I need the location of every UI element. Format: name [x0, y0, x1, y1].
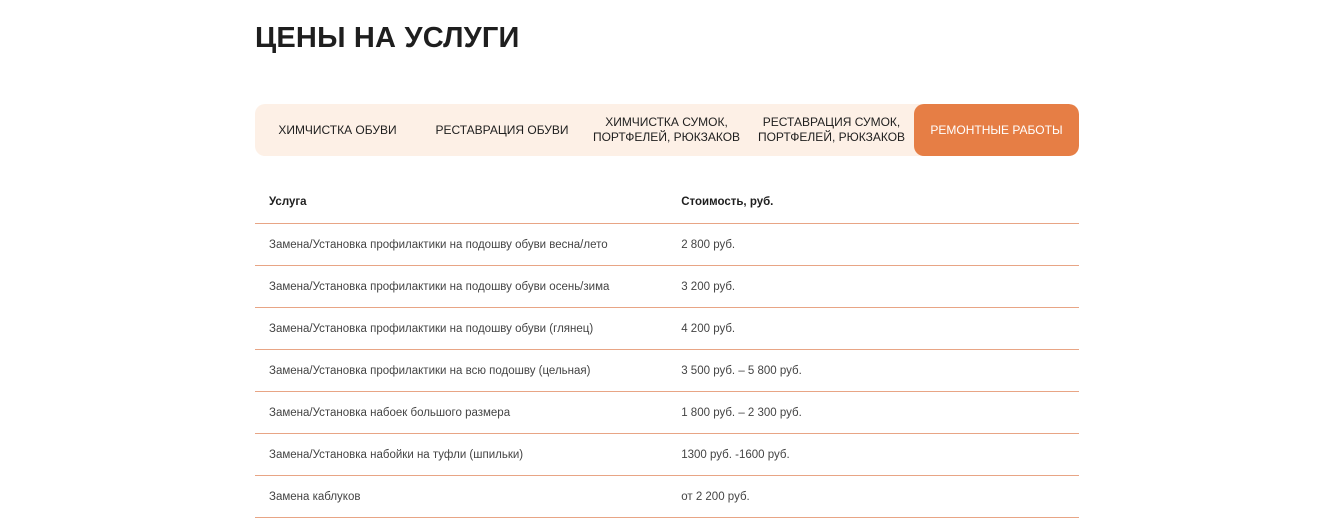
- price-cell: 1300 руб. -1600 руб.: [667, 434, 1079, 476]
- service-cell: Замена/Установка набоек большого размера: [255, 392, 667, 434]
- service-cell: Замена каблуков: [255, 476, 667, 518]
- tab-bag-restoration[interactable]: РЕСТАВРАЦИЯ СУМОК, ПОРТФЕЛЕЙ, РЮКЗАКОВ: [757, 115, 906, 144]
- service-cell: Замена/Установка профилактики на всю подошву (цельная): [255, 350, 667, 392]
- price-cell: 3 500 руб. – 5 800 руб.: [667, 350, 1079, 392]
- service-cell: Замена/Установка профилактики на подошву обуви (глянец): [255, 308, 667, 350]
- page-title: ЦЕНЫ НА УСЛУГИ: [255, 22, 520, 54]
- service-cell: Замена/Установка профилактики на подошву обуви весна/лето: [255, 224, 667, 266]
- header-service: Услуга: [255, 181, 667, 224]
- price-cell: 2 800 руб.: [667, 224, 1079, 266]
- price-table: [255, 181, 1079, 518]
- price-cell: 4 200 руб.: [667, 308, 1079, 350]
- tab-bag-dry-cleaning[interactable]: ХИМЧИСТКА СУМОК, ПОРТФЕЛЕЙ, РЮКЗАКОВ: [592, 115, 741, 144]
- table-row: [255, 392, 1079, 434]
- table-row: [255, 224, 1079, 266]
- service-cell: Замена/Установка набойки на туфли (шпильки): [255, 434, 667, 476]
- tab-repair-works[interactable]: РЕМОНТНЫЕ РАБОТЫ: [914, 104, 1079, 156]
- price-cell: 1 800 руб. – 2 300 руб.: [667, 392, 1079, 434]
- table-row: [255, 434, 1079, 476]
- header-price: Стоимость, руб.: [667, 181, 1079, 224]
- tab-shoe-dry-cleaning[interactable]: ХИМЧИСТКА ОБУВИ: [278, 122, 397, 137]
- price-cell: 3 200 руб.: [667, 266, 1079, 308]
- table-row: [255, 308, 1079, 350]
- tab-shoe-restoration[interactable]: РЕСТАВРАЦИЯ ОБУВИ: [435, 122, 569, 137]
- table-row: [255, 350, 1079, 392]
- service-cell: Замена/Установка профилактики на подошву обуви осень/зима: [255, 266, 667, 308]
- price-cell: от 2 200 руб.: [667, 476, 1079, 518]
- service-category-tabs: [255, 104, 1079, 156]
- table-header-row: [255, 181, 1079, 224]
- table-row: [255, 266, 1079, 308]
- table-row: [255, 476, 1079, 518]
